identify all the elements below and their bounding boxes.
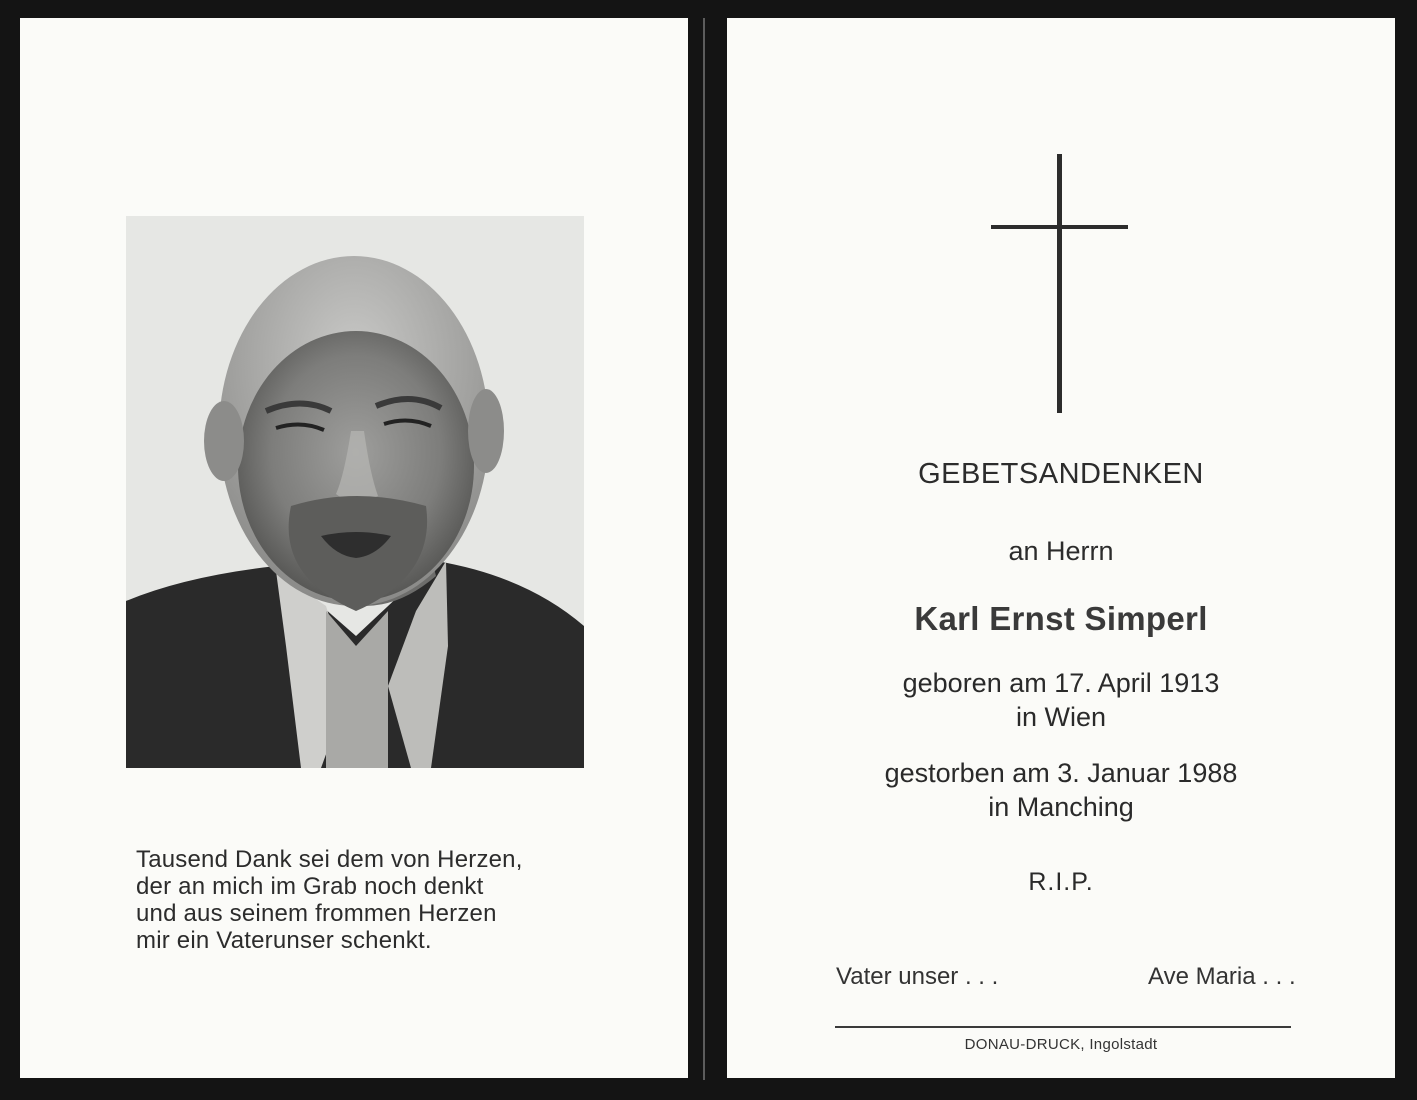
birth-date: geboren am 17. April 1913 [902, 668, 1220, 698]
latin-cross-icon [991, 154, 1131, 414]
cross-vertical-bar [1057, 154, 1062, 413]
printer-imprint: DONAU-DRUCK, Ingolstadt [964, 1036, 1158, 1053]
prayer-vater-unser: Vater unser . . . [836, 963, 999, 990]
death-date: gestorben am 3. Januar 1988 [884, 758, 1238, 788]
portrait-photo-icon [126, 216, 584, 768]
rip-text: R.I.P. [1028, 868, 1094, 896]
portrait-photo [126, 216, 584, 768]
left-card-panel [20, 18, 688, 1078]
deceased-name: Karl Ernst Simperl [914, 600, 1208, 637]
birth-place: in Wien [1015, 702, 1107, 732]
printer-divider [835, 1026, 1291, 1028]
right-card-panel [727, 18, 1395, 1078]
card-heading: GEBETSANDENKEN [918, 458, 1204, 490]
cross-horizontal-bar [991, 225, 1128, 229]
death-place: in Manching [988, 792, 1134, 822]
poem-line: und aus seinem frommen Herzen [136, 900, 497, 927]
salutation: an Herrn [1008, 536, 1114, 566]
prayer-ave-maria: Ave Maria . . . [1148, 963, 1296, 990]
card-fold-line [703, 18, 705, 1080]
poem-line: Tausend Dank sei dem von Herzen, [136, 846, 523, 873]
memorial-poem [136, 846, 616, 954]
poem-line: der an mich im Grab noch denkt [136, 873, 484, 900]
poem-line: mir ein Vaterunser schenkt. [136, 927, 432, 954]
